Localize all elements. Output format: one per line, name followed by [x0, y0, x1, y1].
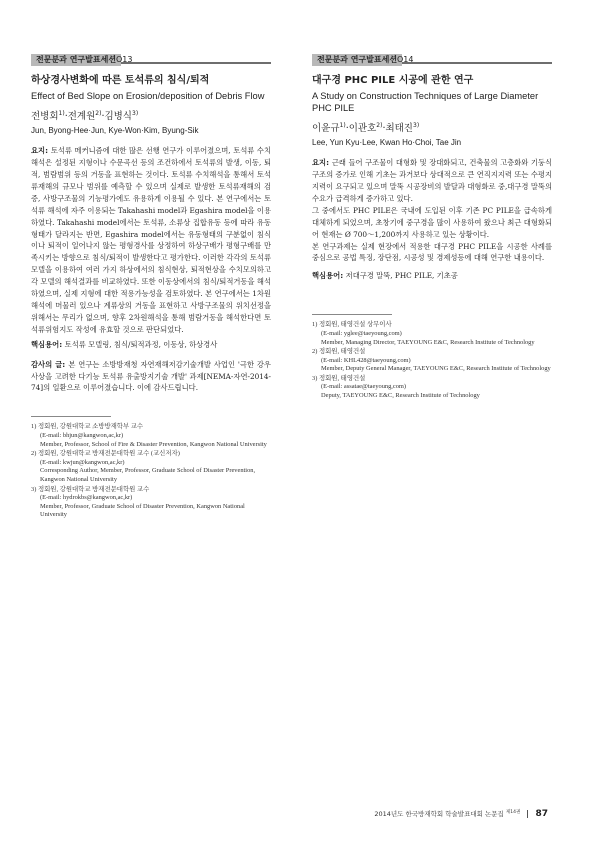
footnote-item: [31, 486, 271, 520]
abstract-label: 요지:: [31, 146, 51, 156]
keywords-text: 저대구경 말뚝, PHC PILE, 기초공: [345, 271, 458, 281]
footnote-email: (E-mail: hydrokbs@kangwon,ac,kr): [40, 494, 133, 502]
footnotes: [312, 321, 552, 400]
footnote-desc: Corresponding Author, Member, Professor, Graduate School of Disaster Prevention, Kangwon National University: [40, 467, 256, 483]
authors-en: Jun, Byong-Hee·Jun, Kye-Won·Kim, Byung-Sik: [31, 126, 199, 136]
keywords-label: 핵심용어:: [312, 271, 346, 281]
authors-en: Lee, Yun Kyu·Lee, Kwan Ho·Choi, Tae Jin: [312, 138, 462, 148]
author-sup: 3): [413, 122, 420, 129]
abstract-label: 요지:: [312, 158, 332, 168]
author-sup: 1): [339, 122, 346, 129]
ack-label: 감사의 글:: [31, 359, 69, 369]
footnote-num: 2): [312, 348, 318, 356]
authors-kr: [312, 120, 552, 135]
footnote-num: 2): [31, 450, 37, 458]
footnote-email: (E-mail: kwjun@kangwon,ac,kr): [40, 458, 125, 466]
footnote-rule: [312, 314, 392, 315]
article-title-kr: 하상경사변화에 따른 토석류의 침식/퇴적: [31, 75, 210, 86]
author-sup: 3): [132, 110, 139, 117]
keywords-label: 핵심용어:: [31, 339, 65, 349]
author-name: 이윤규: [312, 123, 340, 135]
article-title-en: A Study on Construction Techniques of Large Diameter PHC PILE: [312, 91, 539, 113]
footnote-num: 1): [312, 321, 318, 329]
footnote-rule: [31, 416, 111, 417]
right-article: [312, 54, 552, 402]
abstract-paragraph: 그 중에서도 PHC PILE은 국내에 도입된 이후 기존 PC PILE을 급속하게 대체하게 되었으며, 초창기에 중구경을 많이 사용하여 왔으나 최근 대형화되어 현재는 Ø 700～1,200까지 사용하고 있는 상황이다.: [312, 205, 552, 239]
author-name: ·전계원: [64, 111, 96, 123]
footnote-email: (E-mail: KHL428@taeyoung,com): [321, 356, 411, 364]
ack-text: 본 연구는 소방방재청 자연재해저감기술개발 사업인 '극한 강우사상을 고려한 다기능 토석류 유출방지기술 개발' 과제[NEMA-자연-2014-74]의 일환으로 이루어졌습니다. 이에 감사드립니다.: [31, 359, 271, 393]
footer-divider: [527, 810, 528, 818]
authors-kr: [31, 108, 271, 123]
footnote-email: (E-mail: yglee@taeyoung,com): [321, 329, 402, 337]
left-article: [31, 54, 271, 521]
footnote-desc: Member, Managing Director, TAEYOUNG E&C, Research Institute of Technology: [321, 338, 535, 346]
keywords: [312, 270, 552, 282]
session-header: [31, 54, 271, 66]
footnote-item: [31, 423, 271, 449]
footnote-desc: Deputy, TAEYOUNG E&C, Research Institute of Technology: [321, 392, 480, 400]
abstract: [31, 145, 271, 336]
abstract-text: 토석류 메커니즘에 대한 많은 선행 연구가 이루어졌으며, 토석류 수치해석은 설정된 지형이나 수문곡선 등의 조건하에서 토석류의 발생, 이동, 퇴적, 범람범위 등의 거동을 표현하는 것이다. 토석류 수치해석을 통해서 토석류재해의 규모나 범위를 예측할 수 있으며 실제로 발생한 토석류재해의 검증, 사방구조물의 기능평가에도 유용하게 이용될 수 있다. 본 연구에서는 토석류 해석에 자주 이용되는 Takahashi model과 Egashira model을 이용하였다. Takahashi model에서는 토석류, 소류상 집합유동 등에 따라 유동형태가 달라지는 반면, Egashira model에서는 유동형태의 구분없이 침식이나 퇴적이 일어나지 않는 평형경사를 상정하여 하상구배가 평형구배를 만족시키는 방향으로 침식/퇴적이 발생한다고 평가한다. 이러한 각각의 토석류 모델을 이용하여 여러 가지 하상에서의 침식현상, 퇴적현상을 수치모의하고 각 모델의 해석결과를 비교하였다. 또한 이동상에서의 침식/퇴적거동을 해석하였으며, 실제 지형에 대한 적용가능성을 검토하였다. 본 연구에서는 1차원해석에 머물러 있으나 계류상의 거동을 표현하고 사방구조물의 위치선정을 위해서는 무리가 없으며, 향후 2차원해석을 통해 범람거동을 해석한다면 토석류위험지도 작성에 유효할 것으로 판단되었다.: [31, 146, 271, 334]
footnote-name: 정회원, 강원대학교 방재전문대학원 교수 (교신저자): [37, 450, 180, 458]
session-label: 전문분과 연구발표세션: [312, 54, 402, 66]
author-sup: 2): [95, 110, 102, 117]
author-name: 전병회: [31, 111, 59, 123]
author-name: ·최태진: [382, 123, 413, 135]
footnote-num: 3): [312, 374, 318, 382]
footnote-item: [31, 450, 271, 484]
footnote-name: 정회원, 태영건설: [318, 374, 366, 382]
footnote-name: 정회원, 강원대학교 방재전문대학원 교수: [37, 485, 150, 493]
acknowledgement: [31, 359, 271, 395]
author-name: ·김병식: [101, 111, 132, 123]
footnote-item: [312, 348, 552, 374]
footnote-num: 1): [31, 423, 37, 431]
footnote-desc: Member, Professor, Graduate School of Disaster Prevention, Kangwon National University: [40, 502, 245, 519]
author-sup: 2): [376, 122, 383, 129]
abstract-paragraph: 본 연구과제는 실제 현장에서 적용한 대구경 PHC PILE을 시공한 사례를 중심으로 공법 특징, 장단점, 시공성 및 경제성등에 대해 연구한 내용이다.: [312, 241, 552, 263]
footnote-email: (E-mail: bhjun@kangwon,ac,kr): [40, 431, 124, 439]
author-name: ·이관호: [345, 123, 377, 135]
footnote-item: [312, 321, 552, 347]
proceedings-volume: 제14권: [505, 810, 521, 815]
footnote-desc: Member, Professor, School of Fire & Disaster Prevention, Kangwon National University: [40, 440, 267, 448]
abstract: [312, 157, 552, 264]
footnotes: [31, 423, 271, 520]
abstract-text: 근래 들어 구조물이 대형화 및 장대화되고, 건축물의 고층화와 기둥식 구조의 증가로 인해 기초는 과거보다 상대적으로 큰 연직지지력 또는 수평지지력이 요구되고 있으며 말뚝 시공장비의 발달과 대형화로 중,대구경 말뚝의 수요가 급격하게 증가하고 있다.: [312, 158, 552, 203]
footnote-name: 정회원, 강원대학교 소방방재학부 교수: [37, 423, 144, 431]
footnote-name: 정회원, 태영건설 상무이사: [318, 321, 392, 329]
keywords: [31, 339, 271, 351]
page-footer: [374, 806, 548, 821]
footnote-item: [312, 375, 552, 401]
keywords-text: 토석류 모델링, 침식/퇴적과정, 이동상, 하상경사: [64, 339, 218, 349]
article-title-en: Effect of Bed Slope on Erosion/deposition of Debris Flow: [31, 91, 265, 101]
footnote-email: (E-mail: assatae@taeyoung,com): [321, 383, 407, 391]
session-code: O14: [397, 55, 414, 64]
session-code: O13: [116, 55, 133, 64]
article-title-kr: 대구경 PHC PILE 시공에 관한 연구: [312, 75, 474, 86]
session-header: [312, 54, 552, 66]
footnote-name: 정회원, 태영건설: [318, 348, 366, 356]
proceedings-title: 2014년도 한국방재학회 학술발표대회 논문집: [374, 810, 504, 819]
footnote-num: 3): [31, 485, 37, 493]
footnote-desc: Member, Deputy General Manager, TAEYOUNG E&C, Research Institute of Technology: [321, 365, 551, 373]
session-label: 전문분과 연구발표세션: [31, 54, 121, 66]
author-sup: 1): [58, 110, 65, 117]
page-number: 87: [535, 809, 548, 820]
